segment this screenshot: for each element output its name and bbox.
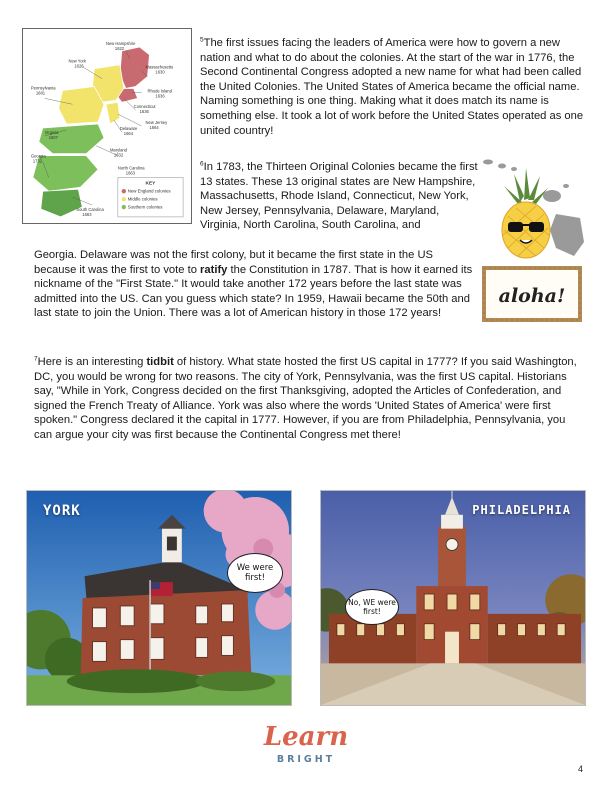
- label-north-carolina: North Carolina: [117, 165, 145, 171]
- paragraph-6-bottom: Georgia. Delaware was not the first colony, but it became the first state in the US because it was the first to vote to ratify the Constitution in 1787. That is how it earned its nickname of the "First State." It would take another 172 years before the last state was admitted into the US. Can you guess which state? In 1959, Hawaii became the 50th and last state to join the Union. There was a lot of American history in those 172 years!: [34, 249, 473, 320]
- svg-text:1664: 1664: [123, 130, 134, 136]
- label-delaware: Delaware: [119, 125, 138, 131]
- philadelphia-title: PHILADELPHIA: [472, 503, 571, 517]
- key-new-england: New England colonies: [127, 188, 171, 194]
- label-virginia: Virginia: [44, 129, 59, 135]
- logo-word: Learn: [263, 722, 349, 752]
- svg-text:1636: 1636: [155, 93, 165, 99]
- paragraph-5: $^5$The first issues facing the leaders of America were how to govern a new nation and what to do about the colonies. At the start of the war in 1776, the Second Continental Congress adopted a new name for what had been called the United Colonies. The United States of America became the official name. Naming something is one thing. Making what it does match its name is something else. It took a lot of work before the United States operated as one united country!: [200, 36, 584, 137]
- colonies-map: [22, 28, 192, 224]
- svg-text:1630: 1630: [155, 69, 165, 75]
- york-title: YORK: [43, 503, 81, 519]
- label-new-jersey: New Jersey: [145, 120, 168, 126]
- paragraph-7: $^7$Here is an interesting tidbit of history. What state hosted the first US capital in 1777? If you said Washington, DC, you would be wrong for two reasons. The city of York, Pennsylvania, was the first US capital. Historians say, "While in York, Congress decided on the first Thanksgiving, adopted the Articles of Confederation, and signed the French Treaty of Alliance. York was also where the words 'United States of America' were first spoken." Congress declared it the capital in 1777. However, if you are from Philadelphia, Pennsylvania, you can argue your city was first because the Continental Congress met there!: [34, 355, 577, 441]
- key-middle: Middle colonies: [127, 196, 158, 202]
- aloha-sign-text: aloha!: [498, 285, 566, 307]
- label-maryland: Maryland: [109, 147, 127, 153]
- label-massachusetts: Massachusetts: [145, 64, 174, 70]
- map-key-title: KEY: [145, 181, 156, 187]
- vocab-ratify: ratify: [200, 263, 228, 276]
- label-new-york: New York: [68, 58, 86, 64]
- vocab-tidbit: tidbit: [146, 356, 174, 368]
- pineapple-icon: [480, 156, 586, 326]
- label-pennsylvania: Pennsylvania: [30, 85, 56, 91]
- svg-text:1636: 1636: [139, 109, 149, 115]
- svg-text:1664: 1664: [149, 124, 159, 130]
- philadelphia-speech-bubble: No, WE were first!: [345, 589, 399, 625]
- svg-text:1732: 1732: [32, 158, 43, 164]
- york-courthouse-image: [27, 491, 291, 705]
- svg-text:1681: 1681: [35, 90, 46, 96]
- svg-text:1663: 1663: [82, 211, 92, 217]
- label-rhode-island: Rhode Island: [147, 88, 172, 94]
- page-number: 4: [578, 764, 584, 774]
- aloha-illustration: [480, 156, 586, 326]
- label-new-hampshire: New Hampshire: [106, 40, 136, 46]
- svg-text:1663: 1663: [125, 170, 135, 176]
- label-south-carolina: South Carolina: [76, 206, 104, 212]
- logo-subtitle: BRIGHT: [276, 754, 336, 765]
- svg-text:1622: 1622: [114, 45, 125, 51]
- label-connecticut: Connecticut: [133, 104, 156, 110]
- svg-text:1632: 1632: [113, 152, 124, 158]
- colonies-map-graphic: [23, 29, 191, 223]
- svg-text:1626: 1626: [74, 63, 84, 69]
- york-photo: [26, 490, 292, 706]
- key-southern: Southern colonies: [127, 204, 163, 210]
- label-georgia: Georgia: [30, 153, 46, 159]
- philadelphia-photo: [320, 490, 586, 706]
- york-speech-bubble: We were first!: [227, 553, 283, 593]
- paragraph-6-top: $^6$In 1783, the Thirteen Original Colonies became the first 13 states. These 13 original states are New Hampshire, Massachusetts, Rhode Island, Connecticut, New York, New Jersey, Pennsylvania, Delaware, Maryland, Virginia, North Carolina, South Carolina, and: [200, 160, 478, 232]
- svg-text:1607: 1607: [48, 134, 58, 140]
- learn-bright-logo: [252, 722, 360, 774]
